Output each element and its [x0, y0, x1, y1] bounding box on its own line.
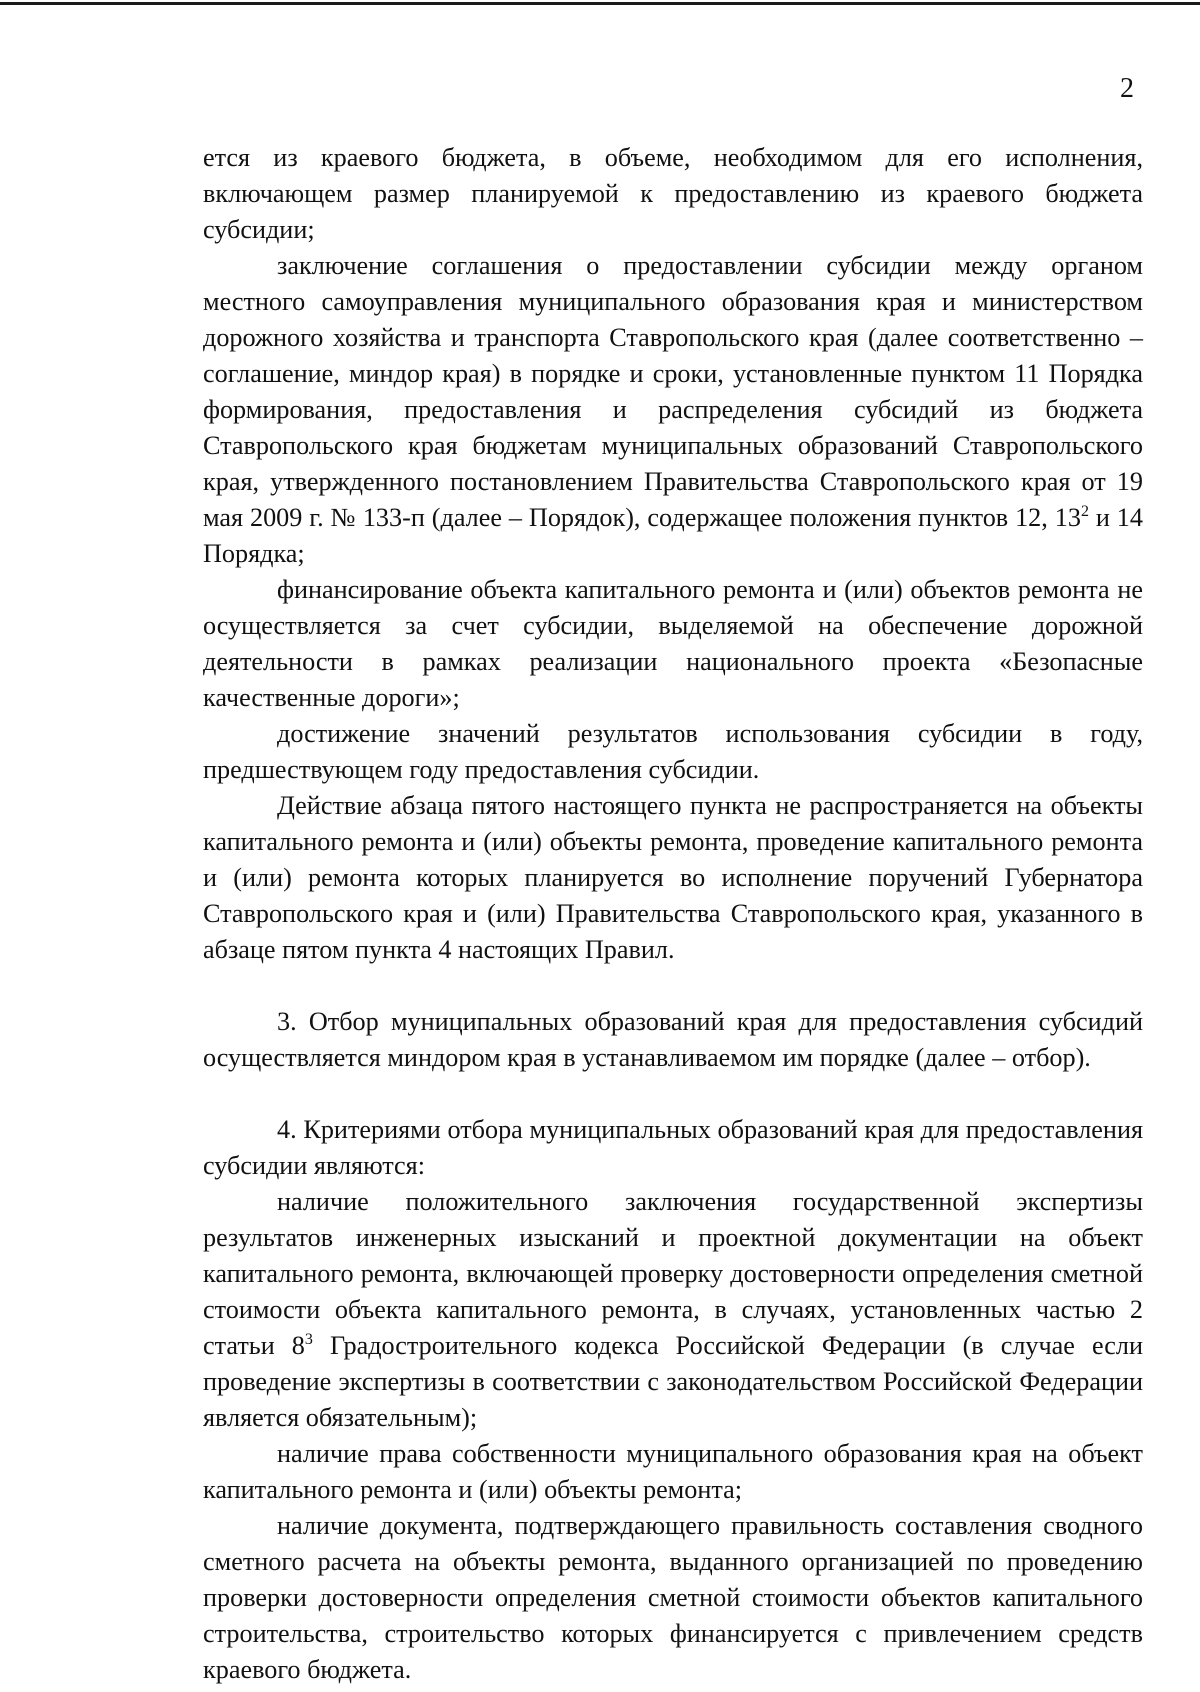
superscript: 3	[304, 1331, 313, 1348]
section-4-criteria: 4. Критериями отбора муниципальных образований края для предоставления субсидии являются:	[203, 1115, 1143, 1180]
paragraph-continuation: ется из краевого бюджета, в объеме, необходимом для его исполнения, включающем размер планируемой к предоставлению из краевого бюджета субсидии;	[203, 143, 1143, 244]
paragraph-text-tail: и 14 Порядка;	[203, 503, 1143, 568]
paragraph-text: заключение соглашения о предоставлении субсидии между органом местного самоуправления муниципального образования края и министерством дорожного хозяйства и транспорта Ставропольского края (далее соответственно – соглашение, миндор края) в порядке и сроки, установленные пунктом 11 Порядка формирования, предоставления и распределения субсидий из бюджета Ставропольского края бюджетам муниципальных образований Ставропольского края, утвержденного постановлением Правительства Ставропольского края от 19 мая 2009 г. № 133-п (далее – Порядок), содержащее положения пунктов 12, 13	[203, 251, 1143, 532]
page-number: 2	[1120, 73, 1134, 104]
paragraph-text-tail: Градостроительного кодекса Российской Федерации (в случае если проведение экспертизы в соответствии с законодательством Российской Федерации является обязательным);	[203, 1331, 1143, 1432]
paragraph-financing: финансирование объекта капитального ремонта и (или) объектов ремонта не осуществляется за счет субсидии, выделяемой на обеспечение дорожной деятельности в рамках реализации национального проекта «Безопасные качественные дороги»;	[203, 575, 1143, 712]
criterion-estimate-document: наличие документа, подтверждающего правильность составления сводного сметного расчета на объекты ремонта, выданного организацией по проведению проверки достоверности определения сметной стоимости объектов капитального строительства, строительство которых финансируется с привлечением средств краевого бюджета.	[203, 1511, 1143, 1684]
criterion-expertise	[203, 1184, 1143, 1436]
paragraph-results: достижение значений результатов использования субсидии в году, предшествующем году предоставления субсидии.	[203, 719, 1143, 784]
paragraph-text: наличие положительного заключения государственной экспертизы результатов инженерных изысканий и проектной документации на объект капитального ремонта, включающей проверку достоверности определения сметной стоимости объекта капитального ремонта, в случаях, установленных частью 2 статьи 8	[203, 1187, 1143, 1360]
paragraph-exemption: Действие абзаца пятого настоящего пункта не распространяется на объекты капитального ремонта и (или) объекты ремонта, проведение капитального ремонта и (или) ремонта которых планируется во исполнение поручений Губернатора Ставропольского края и (или) Правительства Ставропольского края, указанного в абзаце пятом пункта 4 настоящих Правил.	[203, 791, 1143, 964]
top-scan-edge-line	[0, 2, 1200, 5]
paragraph-agreement	[203, 248, 1143, 572]
document-body	[203, 140, 1143, 1688]
section-3-selection: 3. Отбор муниципальных образований края для предоставления субсидий осуществляется миндором края в устанавливаемом им порядке (далее – отбор).	[203, 1007, 1143, 1072]
superscript: 2	[1080, 503, 1089, 520]
criterion-ownership: наличие права собственности муниципального образования края на объект капитального ремонта и (или) объекты ремонта;	[203, 1439, 1143, 1504]
